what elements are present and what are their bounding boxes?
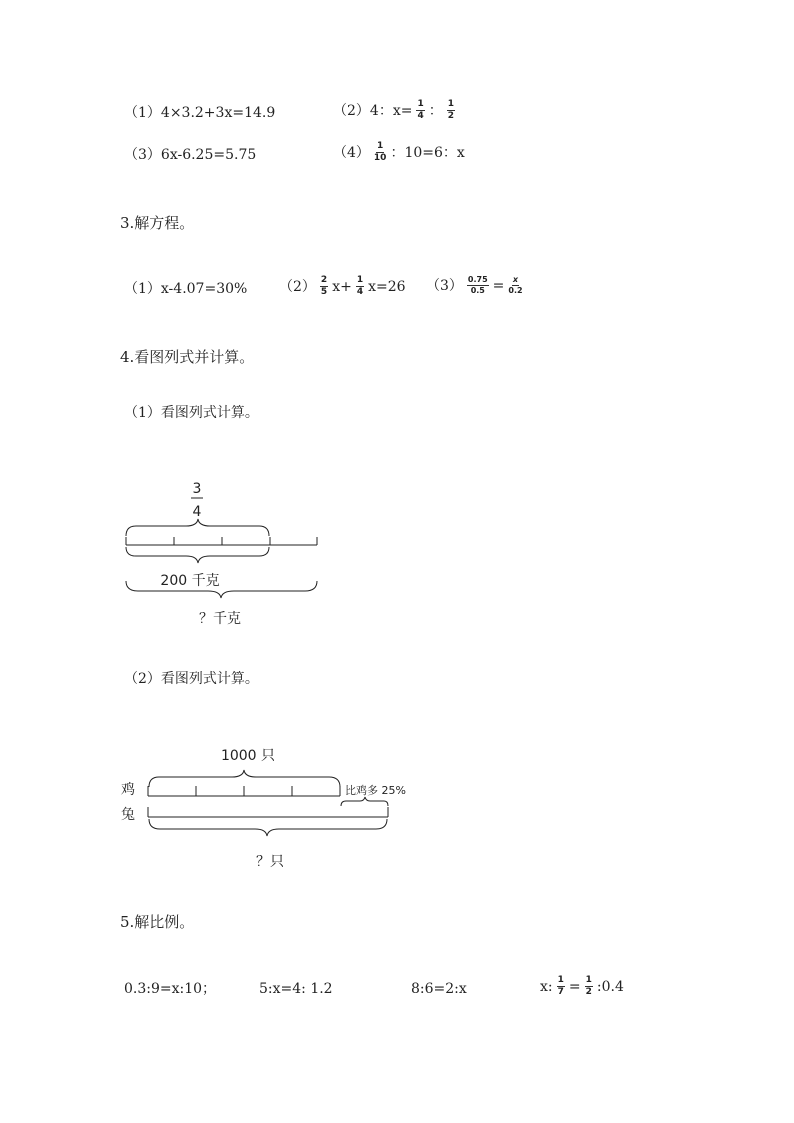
fraction (585, 976, 593, 998)
problem-2-4-prefix: （4） (333, 144, 370, 161)
fraction-numerator: 0.75 (467, 276, 489, 286)
d1-top-brace (126, 519, 269, 536)
d2-row2-label: 兔 (121, 807, 135, 823)
fraction-denominator: 2 (585, 987, 592, 998)
d1-label-unknown: ？千克 (199, 611, 241, 627)
d2-row1-label: 鸡 (121, 782, 135, 798)
problem-5-4 (540, 976, 624, 998)
d1-fraction-denominator: 4 (192, 504, 202, 520)
fraction-numerator: 2 (320, 276, 328, 287)
fraction-numerator: 1 (376, 142, 384, 153)
problem-3-2-prefix: （2） (279, 278, 316, 295)
fraction (557, 976, 565, 998)
problem-2-3: （3）6x-6.25=5.75 (124, 147, 257, 163)
problem-3-3-prefix: （3） (426, 277, 463, 294)
fraction-denominator: 10 (373, 153, 387, 164)
problem-3-1: （1）x-4.07=30% (124, 281, 248, 297)
section-3-heading: 3.解方程。 (120, 214, 195, 232)
fraction-denominator: 5 (320, 287, 328, 298)
equals-sign: = (568, 978, 581, 995)
d1-bottom-brace-total (126, 581, 317, 598)
fraction-denominator: 2 (447, 111, 454, 122)
problem-5-2: 5:x=4: 1.2 (259, 981, 333, 997)
problem-2-2-prefix: （2）4：x= (333, 102, 413, 119)
problem-5-1: 0.3:9=x:10； (124, 981, 217, 997)
equals-sign: = (492, 277, 505, 294)
section-5-heading: 5.解比例。 (120, 913, 195, 931)
fraction-numerator: x (512, 276, 519, 286)
d2-extra-brace (341, 797, 388, 806)
d2-top-brace (149, 770, 340, 787)
section-4-sub1: （1）看图列式计算。 (124, 405, 259, 421)
fraction-denominator: 0.5 (470, 286, 485, 296)
fraction-numerator: 1 (356, 276, 364, 287)
problem-5-4-suffix: :0.4 (596, 978, 624, 995)
problem-5-4-prefix: x: (540, 978, 553, 995)
d2-label-more: 比鸡多 25% (345, 784, 406, 797)
problem-2-4-suffix: ：10=6：x (390, 144, 465, 161)
problem-3-2-mid: x+ (332, 278, 352, 295)
fraction-numerator: 1 (447, 100, 455, 111)
fraction-denominator: 0.2 (508, 286, 523, 296)
fraction-numerator: 1 (585, 976, 593, 987)
problem-2-1: （1）4×3.2+3x=14.9 (124, 105, 276, 121)
ratio-colon: ： (428, 102, 443, 119)
d1-bottom-brace-known (126, 547, 269, 563)
d1-fraction-numerator: 3 (192, 481, 202, 497)
d2-label-top: 1000 只 (220, 748, 276, 764)
d2-bottom-brace (149, 819, 387, 836)
section-4-sub2: （2）看图列式计算。 (124, 671, 259, 687)
fraction-numerator: 1 (557, 976, 565, 987)
problem-5-3: 8:6=2:x (411, 981, 467, 997)
fraction-denominator: 4 (356, 287, 364, 298)
fraction-numerator: 1 (416, 100, 424, 111)
problem-3-2-suffix: x=26 (368, 278, 406, 295)
d2-label-unknown: ？只 (256, 854, 284, 870)
d1-label-known: 200 千克 (160, 573, 220, 589)
fraction-denominator: 7 (557, 987, 564, 998)
section-4-heading: 4.看图列式并计算。 (120, 348, 255, 366)
fraction-denominator: 4 (417, 111, 424, 122)
